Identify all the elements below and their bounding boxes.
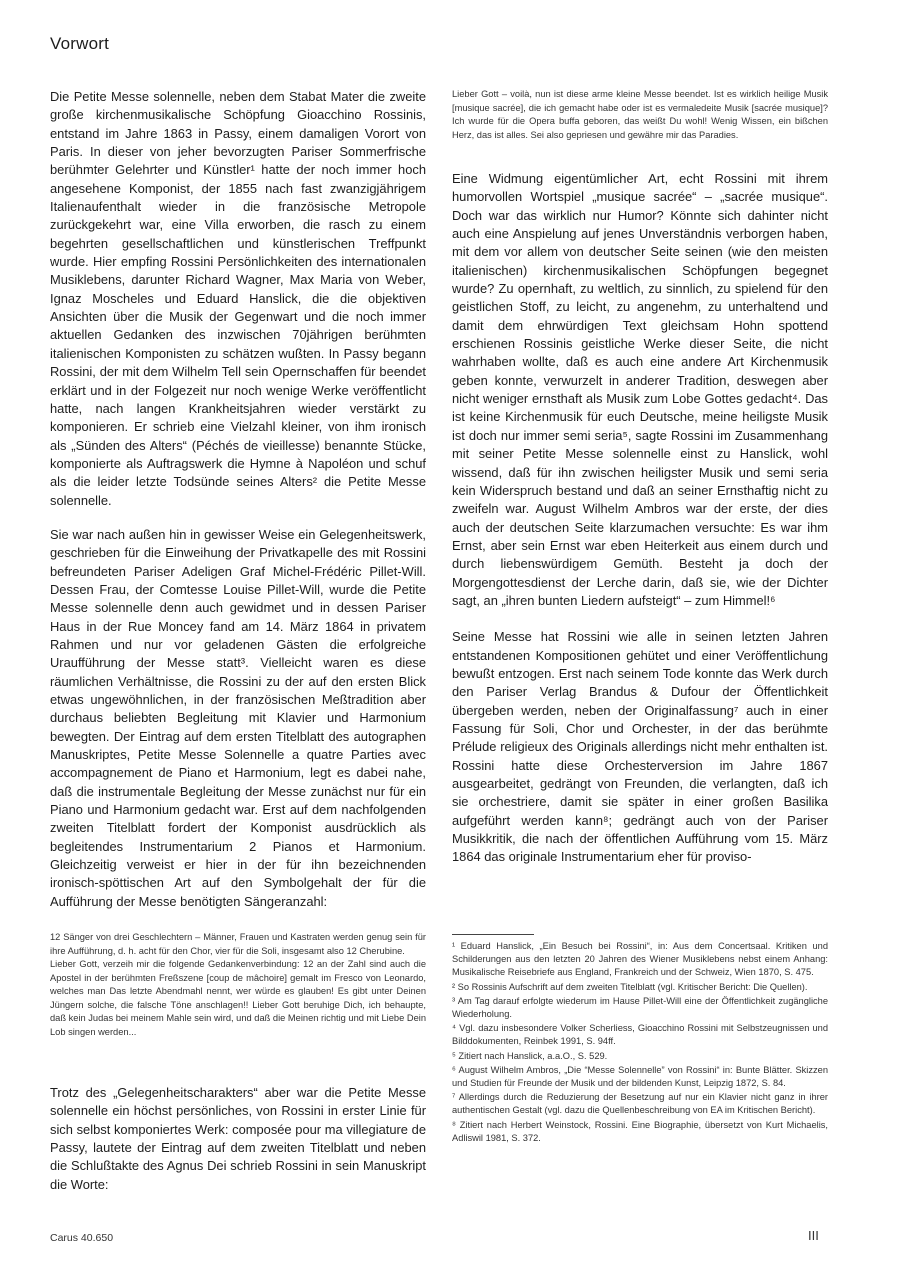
note-twelve-singers: 12 Sänger von drei Geschlechtern – Männer, Frauen und Kastraten werden genug sein für ihre Aufführung, d. h. acht für den Chor, vier für die Soli, insgesamt also 12 Cherubine. bbox=[50, 932, 426, 956]
page-title: Vorwort bbox=[50, 34, 110, 53]
rossini-note-block bbox=[50, 931, 426, 1039]
footnotes-list bbox=[452, 940, 828, 1146]
paragraph-personal-work: Trotz des „Gelegenheitscharakters“ aber war die Petite Messe solennelle ein höchst persönliches, von Rossini in erster Linie für sich selbst komponiertes Werk: composée pour ma villegiature de Passy, lautete der Eintrag auf dem zweiten Titelblatt und neben die Schlußtakte des Agnus Dei schrieb Rossini in sein Manuskript die Worte: bbox=[50, 1085, 426, 1192]
quote-agnus-dei: Lieber Gott – voilà, nun ist diese arme kleine Messe beendet. Ist es wirklich heilige Musik [musique sacrée], die ich gemacht habe oder ist es vermaledeite Musik [sacrée musique]? Ich wurde für die Opera buffa geboren, das weißt Du wohl! Wenig Wissen, ein bißchen Herz, das ist alles. Sei also gepriesen und gewähre mir das Paradies. bbox=[452, 89, 828, 140]
footnote-item: ⁵ Zitiert nach Hanslick, a.a.O., S. 529. bbox=[452, 1050, 608, 1061]
footnote-item: ⁶ August Wilhelm Ambros, „Die “Messe Solennelle” von Rossini“ in: Bunte Blätter. Skizzen und Studien für Freunde der Musik und der bildenden Kunst, Leipzig 1872, S. 84. bbox=[452, 1064, 828, 1089]
footnote-item: ⁴ Vgl. dazu insbesondere Volker Scherliess, Gioacchino Rossini mit Selbstzeugnissen und Bilddokumenten, Reinbek 1991, S. 94ff. bbox=[452, 1023, 828, 1047]
publisher-code: Carus 40.650 bbox=[50, 1232, 114, 1244]
footnote-item: ⁸ Zitiert nach Herbert Weinstock, Rossini. Eine Biographie, übersetzt von Kurt Michaelis, Adliswil 1981, S. 372. bbox=[452, 1119, 828, 1143]
footnote-item: ³ Am Tag darauf erfolgte wiederum im Hause Pillet-Will eine der Öffentlichkeit zugängliche Wiederholung. bbox=[452, 995, 828, 1020]
paragraph-dedication: Eine Widmung eigentümlicher Art, echt Rossini mit ihrem humorvollen Wortspiel „musique sacrée“ – „sacrée musique“. Doch war das wirklich nur Humor? Könnte sich dahinter nicht auch eine Anspielung auf jenes Unverständnis verborgen haben, mit dem vor allem von deutscher Seite seinen (wie den meisten italienischen) kirchenmusikalischen Schöpfungen begegnet wurde? Zu opernhaft, zu weltlich, zu sinnlich, zu spielend für den geistlichen Stoff, zu leicht, zu angenehm, zu unterhaltend und damit dem ehrwürdigen Text gleichsam Hohn spottend erschienen Rossinis geistliche Werke dieser Seite, die nicht wahrhaben wollte, daß es auch eine andere Art Kirchenmusik geben konnte, verwurzelt in anderer Tradition, deswegen aber nicht weniger ernsthaft als Musik zum Lobe Gottes gedacht⁴. Das ist keine Kirchenmusik für euch Deutsche, meine heiligste Musik ist doch nur immer semi seria⁵, sagte Rossini im Zusammenhang mit seiner Petite Messe solennelle einst zu Hanslick, wohl wissend, daß für ihn zwischen heiligster Musik und semi seria kein Widerspruch bestand und daß an seiner Ernsthaftig nicht zu zweifeln war. August Wilhelm Ambros war der erste, der dies auch der deutschen Seite klarzumachen versuchte: Es war ihm Ernst, aber sein Ernst war eben Heiterkeit aus einem durch und durch liebenswürdigem Gemüth. Besteht ja doch der Morgengottesdienst der Lerche darin, daß sie, wie der Dichter sagt, an „ihren bunten Liedern aufsteigt“ – zum Himmel!⁶ bbox=[452, 171, 828, 608]
footnote-item: ⁷ Allerdings durch die Reduzierung der Besetzung auf nur ein Klavier nicht ganz in ihrer authentischen Gestalt (vgl. dazu die Quellenbeschreibung von EA im Kritischen Bericht). bbox=[452, 1092, 828, 1116]
left-column bbox=[50, 88, 426, 911]
paragraph-intro: Die Petite Messe solennelle, neben dem Stabat Mater die zweite große kirchenmusikalische Schöpfung Gioacchino Rossinis, entstand im Jahre 1863 in Passy, einem damaligen Vorort von Paris. In dieser von jeher bevorzugten Pariser Sommerfrische berühmter Gelehrter und Künstler¹ hatte der noch immer hoch angesehene Komponist, der 1855 nach fast zwanzigjährigem Italienaufenthalt wieder in die französische Metropole zurückgekehrt war, eine Villa erworben, die rasch zu einem begehrten gesellschaftlichen und künstlerischen Treffpunkt wurde. Hier empfing Rossini Persönlichkeiten des internationalen Musiklebens, darunter Richard Wagner, Max Maria von Weber, Ignaz Moscheles und Eduard Hanslick, die die objektiven Ansichten über die Musik der Gegenwart und die noch immer aktuellen Gedanken des inzwischen 70jährigen berühmten italienischen Komponisten zu schätzen wußten. In Passy begann Rossini, der mit dem Wilhelm Tell sein Opernschaffen für beendet erklärt und in der Folgezeit nur noch wenige Werke veröffentlicht hatte, nach langen Krankheitsjahren wieder verstärkt zu komponieren. Er schrieb eine Vielzahl kleiner, von ihm ironisch als „Sünden des Alters“ (Péchés de vieillesse) benannte Stücke, komponierte als Auftragswerk die Hymne à Napoléon und schuf als die leider letzte Todsünde seines Alters² die Petite Messe solennelle. bbox=[50, 89, 426, 508]
paragraph-occasion: Sie war nach außen hin in gewisser Weise ein Gelegenheitswerk, geschrieben für die Einweihung der Privatkapelle des mit Rossini befreundeten Pariser Adeligen Graf Michel-Frédéric Pillet-Will. Dessen Frau, der Comtesse Louise Pillet-Will, wurde die Petite Messe solennelle denn auch gewidmet und in dessen Pariser Haus in der Rue Moncey fand am 14. März 1864 in privatem Rahmen und nur vor geladenen Gästen die erfolgreiche Uraufführung der Messe statt³. Vielleicht waren es diese räumlichen Verhältnisse, die Rossini zu der auf den ersten Blick etwas ungewöhnlichen, in der französischen Meßtradition aber durchaus beliebten Begleitung mit Klavier und Harmonium bewegten. Der Eintrag auf dem ersten Titelblatt des autographen Manuskriptes, Petite Messe Solennelle a quatre Parties avec accompagnement de Piano et Harmonium, legt es dabei nahe, daß die instrumentale Begleitung der Messe zunächst nur für ein Piano und Harmonium gedacht war. Erst auf dem nachfolgenden zweiten Titelblatt fordert der Komponist ausdrücklich als begleitendes Instrumentarium 2 Pianos et Harmonium. Gleichzeitig verweist er hier in der für ihn bezeichnenden ironisch-spöttischen Art auf den Symbolgehalt der für die Aufführung der Messe benötigten Sängeranzahl: bbox=[50, 526, 426, 909]
page-number: III bbox=[808, 1228, 819, 1243]
right-column bbox=[452, 88, 828, 867]
note-lieber-gott: Lieber Gott, verzeih mir die folgende Gedankenverbindung: 12 an der Zahl sind auch die Apostel in der berühmten Freßszene [coup de mâchoire] gemalt im Fresco von Leonardo, welches man Das letzte Abendmahl nennt, wer würde es glauben! Es gibt unter Deinen Jüngern solche, die falsche Töne anschlagen!! Lieber Gott beruhige Dich, ich behaupte, daß kein Judas bei meinem Mahle sein wird, und daß die Meinen richtig und mit Liebe Dein Lob singen werden... bbox=[50, 959, 426, 1037]
paragraph-publication: Seine Messe hat Rossini wie alle in seinen letzten Jahren entstandenen Kompositionen gehütet und einer Veröffentlichung bewußt entzogen. Erst nach seinem Tode konnte das Werk durch den Pariser Verlag Brandus & Dufour der Öffentlichkeit übergeben werden, neben der Originalfassung⁷ auch in einer Fassung für Soli, Chor und Orchester, in der das berühmte Prélude religieux des Originals allerdings nicht mehr enthalten ist. Rossini hatte diese Orchesterversion im Jahre 1867 ausgearbeitet, gedrängt von Freunden, die verlangten, daß ich sie orchestriere, damit sie später in einer großen Basilika aufgeführt werden kann⁸; gedrängt auch von der Pariser Musikkritik, die nach der öffentlichen Aufführung vom 15. März 1864 das originale Instrumentarium eher für proviso- bbox=[452, 629, 828, 865]
footnote-item: ² So Rossinis Aufschrift auf dem zweiten Titelblatt (vgl. Kritischer Bericht: Die Quellen). bbox=[452, 981, 808, 992]
footnote-divider bbox=[452, 934, 534, 935]
left-bottom-block bbox=[50, 1084, 426, 1194]
footnote-item: ¹ Eduard Hanslick, „Ein Besuch bei Rossini“, in: Aus dem Concertsaal. Kritiken und Schilderungen aus den letzten 20 Jahren des Wiener Musiklebens nebst einem Anhang: Musikalische Reisebriefe aus England, Frankreich und der Schweiz, Wien 1870, S. 475. bbox=[452, 941, 828, 978]
